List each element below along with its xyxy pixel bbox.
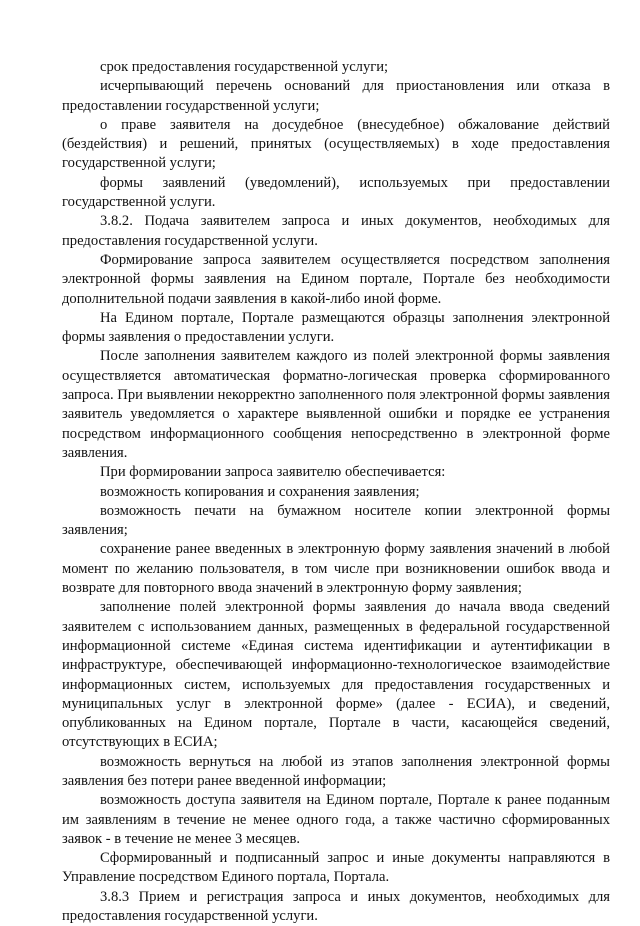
list-item: возможность печати на бумажном носителе копии электронной формы заявления; (62, 502, 610, 539)
section-heading-3-8-2: 3.8.2. Подача заявителем запроса и иных документов, необходимых для предоставления государственной услуги. (62, 213, 610, 249)
list-item: возможность копирования и сохранения заявления; (100, 483, 420, 500)
paragraph: При формировании запроса заявителю обеспечивается: (100, 464, 446, 481)
paragraph: срок предоставления государственной услуги; (100, 59, 389, 75)
paragraph: о праве заявителя на досудебное (внесудебное) обжалование действий (бездействия) и решений, принятых (осуществляемых) в ходе предоставления государственной услуги; (62, 116, 610, 172)
section-heading-3-8-3: 3.8.3 Прием и регистрация запроса и иных документов, необходимых для предоставления государственной услуги. (62, 888, 610, 925)
paragraph: После заполнения заявителем каждого из полей электронной формы заявления осуществляется автоматическая форматно-логическая проверка сформированного запроса. При выявлении некорректно заполненного поля электронной формы заявления заявитель уведомляется о характере выявленной ошибки и порядке ее устранения посредством информационного сообщения непосредственно в электронной форме заявления. (62, 348, 610, 461)
list-item: сохранение ранее введенных в электронную форму заявления значений в любой момент по желанию пользователя, в том числе при возникновении ошибок ввода и возврате для повторного ввода значений в электронную форму заявления; (62, 541, 610, 597)
list-item: возможность вернуться на любой из этапов заполнения электронной формы заявления без потери ранее введенной информации; (62, 753, 610, 789)
paragraph: исчерпывающий перечень оснований для приостановления или отказа в предоставлении государственной услуги; (62, 78, 610, 114)
document-body (62, 58, 610, 926)
paragraph: формы заявлений (уведомлений), используемых при предоставлении государственной услуги. (62, 174, 610, 211)
paragraph: Формирование запроса заявителем осуществляется посредством заполнения электронной формы заявления на Едином портале, Портале без необходимости дополнительной подачи заявления в какой-либо иной форме. (62, 251, 610, 307)
list-item: заполнение полей электронной формы заявления до начала ввода сведений заявителем с использованием данных, размещенных в федеральной государственной информационной системе «Единая система идентификации и аутентификации в инфраструктуре, обеспечивающей информационно-технологическое взаимодействие информационных систем, используемых для предоставления государственных и муниципальных услуг в электронной форме» (далее - ЕСИА), и сведений, опубликованных на Едином портале, Портале в части, касающейся сведений, отсутствующих в ЕСИА; (62, 599, 610, 751)
list-item: возможность доступа заявителя на Едином портале, Портале к ранее поданным им заявлениям в течение не менее одного года, а также частично сформированных заявок - в течение не менее 3 месяцев. (62, 792, 610, 847)
paragraph: Сформированный и подписанный запрос и иные документы направляются в Управление посредством Единого портала, Портала. (62, 850, 610, 886)
paragraph: На Едином портале, Портале размещаются образцы заполнения электронной формы заявления о предоставлении услуги. (62, 309, 610, 346)
